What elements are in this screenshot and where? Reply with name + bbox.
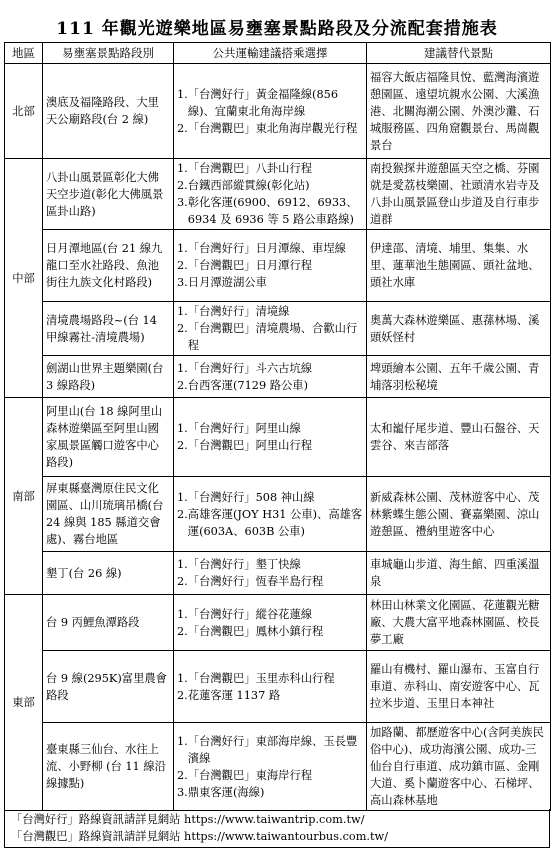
spots-cell: 奧萬大森林遊樂區、惠蓀林場、溪頭妖怪村	[367, 302, 551, 356]
transit-option	[177, 86, 363, 120]
transit-option-number: 2.	[177, 322, 188, 335]
table-row	[5, 595, 551, 651]
route-cell: 屏東縣臺灣原住民文化園區、山川琉璃吊橋(台 24 線與 185 縣道交會處)、霧台地區	[43, 477, 174, 552]
transit-option	[177, 194, 363, 228]
footer-taiwantourbus-link[interactable]: 「台灣觀巴」路線資訊請詳見網站 https://www.taiwantourbus.com.tw/	[11, 830, 389, 843]
transit-cell	[174, 398, 367, 477]
transit-option-text: 「台灣好行」縱谷花蓮線	[187, 607, 313, 621]
transit-cell	[174, 651, 367, 723]
transit-option-text: 「台灣好行」墾丁快線	[187, 558, 301, 571]
table-row	[5, 64, 551, 159]
transit-option-text: 「台灣好行」阿里山線	[187, 422, 301, 435]
route-cell: 澳底及福隆路段、大里天公廟路段(台 2 線)	[43, 64, 174, 159]
transit-option-text: 「台灣觀巴」鳳林小鎮行程	[187, 624, 324, 638]
transit-option-text: 「台灣觀巴」東北角海岸觀光行程	[187, 121, 358, 135]
transit-option	[177, 784, 363, 801]
spots-cell: 新威森林公園、茂林遊客中心、茂林紫蝶生態公園、賽嘉樂園、涼山遊憩區、禮納里遊客中心	[367, 477, 551, 552]
footer-notes	[4, 809, 550, 848]
transit-option-number: 1.	[177, 242, 188, 255]
transit-option-text: 「台灣觀巴」清境農場、合歡山行程	[187, 322, 358, 352]
transit-option-text: 日月潭遊湖公車	[187, 276, 267, 289]
spots-cell: 埤頭繪本公園、五年千歲公園、青埔落羽松秘境	[367, 356, 551, 398]
transit-cell	[174, 230, 367, 302]
transit-option	[177, 623, 363, 640]
transit-cell	[174, 159, 367, 230]
transit-option-number: 2.	[177, 688, 188, 702]
transit-option-number: 2.	[177, 768, 188, 782]
transit-option-number: 2.	[177, 378, 188, 392]
transit-option-text: 「台灣觀巴」阿里山行程	[187, 439, 313, 452]
table-row	[5, 723, 551, 811]
transit-option-number: 1.	[177, 671, 188, 685]
table-row	[5, 477, 551, 552]
transit-option-text: 「台灣好行」黃金福隆線(856 線)、宜蘭東北角海岸線	[187, 87, 339, 118]
transit-option	[177, 556, 363, 573]
transit-option-number: 2.	[177, 259, 188, 272]
table-row	[5, 651, 551, 723]
transit-option-number: 3.	[177, 196, 188, 209]
transit-option-number: 2.	[177, 507, 188, 521]
transit-option	[177, 573, 363, 590]
region-cell-north: 北部	[5, 64, 43, 159]
transit-option	[177, 489, 363, 506]
transit-option	[177, 320, 363, 354]
region-cell-south: 南部	[5, 398, 43, 595]
transit-option-text: 「台灣好行」東部海岸線、玉長豐濱線	[187, 734, 358, 765]
transit-option-text: 花蓮客運 1137 路	[187, 688, 281, 702]
transit-option-text: 「台灣觀巴」東海岸行程	[187, 768, 313, 782]
table-row	[5, 230, 551, 302]
table-row	[5, 356, 551, 398]
transit-option-text: 彰化客運(6900、6912、6933、6934 及 6936 等 5 路公車路線)	[187, 196, 358, 226]
transit-option-text: 台鐵西部縱貫線(彰化站)	[187, 179, 310, 192]
spots-cell: 車城龜山步道、海生館、四重溪溫泉	[367, 552, 551, 595]
route-cell: 台 9 線(295K)富里農會路段	[43, 651, 174, 723]
transit-option	[177, 160, 363, 177]
transit-cell	[174, 356, 367, 398]
transit-option	[177, 767, 363, 784]
transit-cell	[174, 552, 367, 595]
transit-option	[177, 303, 363, 320]
transit-option-text: 鼎東客運(海線)	[187, 785, 265, 799]
transit-option-number: 1.	[177, 490, 188, 504]
transit-option	[177, 274, 363, 291]
route-cell: 臺東縣三仙台、水往上流、小野柳 (台 11 線沿線據點)	[43, 723, 174, 811]
route-cell: 八卦山風景區彰化大佛天空步道(彰化大佛風景區卦山路)	[43, 159, 174, 230]
transit-option	[177, 240, 363, 257]
transit-option-number: 1.	[177, 305, 188, 318]
transit-option-number: 3.	[177, 785, 188, 799]
transit-cell	[174, 723, 367, 811]
transit-option	[177, 437, 363, 454]
transit-option	[177, 257, 363, 274]
transit-option	[177, 360, 363, 377]
footer-taiwantrip-link[interactable]: 「台灣好行」路線資訊請詳見網站 https://www.taiwantrip.com.tw/	[11, 813, 365, 826]
transit-cell	[174, 302, 367, 356]
transit-option-text: 「台灣好行」恆春半島行程	[187, 575, 324, 588]
route-cell: 日月潭地區(台 21 線九龍口至水社路段、魚池街往九族文化村路段)	[43, 230, 174, 302]
transit-option-number: 2.	[177, 121, 188, 135]
table-row	[5, 552, 551, 595]
transit-option-text: 台西客運(7129 路公車)	[187, 378, 309, 392]
transit-option-text: 「台灣觀巴」日月潭行程	[187, 259, 313, 272]
table-row	[5, 398, 551, 477]
transit-option-number: 1.	[177, 422, 188, 435]
transit-option-text: 「台灣好行」508 神山線	[187, 490, 315, 504]
transit-option	[177, 120, 363, 137]
spots-cell: 太和巃仔尾步道、豐山石盤谷、天雲谷、來吉部落	[367, 398, 551, 477]
route-cell: 劍湖山世界主題樂園(台 3 線路段)	[43, 356, 174, 398]
transit-option	[177, 377, 363, 394]
spots-cell: 伊達邵、清境、埔里、集集、水里、蓮華池生態園區、頭社盆地、頭社水庫	[367, 230, 551, 302]
spots-cell: 林田山林業文化園區、花蓮觀光糖廠、大農大富平地森林園區、校長夢工廠	[367, 595, 551, 651]
transit-option	[177, 506, 363, 540]
transit-option	[177, 420, 363, 437]
table-header-row	[5, 43, 551, 64]
transit-option-text: 「台灣好行」斗六古坑線	[187, 361, 313, 375]
route-cell: 墾丁(台 26 線)	[43, 552, 174, 595]
transit-option-number: 1.	[177, 361, 188, 375]
transit-option-number: 2.	[177, 439, 188, 452]
transit-option-number: 2.	[177, 624, 188, 638]
transit-option-number: 1.	[177, 734, 188, 748]
transit-option	[177, 687, 363, 704]
spots-cell: 加路蘭、都歷遊客中心(含阿美族民俗中心)、成功海濱公園、成功-三仙台自行車道、成功鎮市區、金剛大道、奚卜蘭遊客中心、石梯坪、高山森林基地	[367, 723, 551, 811]
transit-option	[177, 606, 363, 623]
transit-option-number: 2.	[177, 179, 188, 192]
header-transit: 公共運輸建議搭乘選擇	[174, 43, 367, 64]
header-region: 地區	[5, 43, 43, 64]
transit-option-text: 「台灣好行」清境線	[187, 305, 290, 318]
transit-option-number: 1.	[177, 87, 188, 101]
header-route: 易壅塞景點路段別	[43, 43, 174, 64]
route-cell: 台 9 丙鯉魚潭路段	[43, 595, 174, 651]
route-cell: 清境農場路段~(台 14 甲線霧社-清境農場)	[43, 302, 174, 356]
spots-cell: 羅山有機村、羅山瀑布、玉富自行車道、赤科山、南安遊客中心、瓦拉米步道、玉里日本神社	[367, 651, 551, 723]
region-cell-central: 中部	[5, 159, 43, 398]
region-cell-east: 東部	[5, 595, 43, 811]
route-cell: 阿里山(台 18 線阿里山森林遊樂區至阿里山國家風景區觸口遊客中心路段)	[43, 398, 174, 477]
transit-option-number: 3.	[177, 276, 188, 289]
transit-option-text: 「台灣好行」日月潭線、車埕線	[187, 242, 346, 255]
transit-option-number: 1.	[177, 162, 188, 175]
table-row	[5, 159, 551, 230]
page-title: 111 年觀光遊樂地區易壅塞景點路段及分流配套措施表	[56, 19, 498, 39]
transit-option-text: 「台灣觀巴」八卦山行程	[187, 162, 313, 175]
transit-option	[177, 670, 363, 687]
spots-cell: 福容大飯店福隆貝悅、藍灣海濱遊憩園區、遠望坑親水公園、大溪漁港、北關海潮公園、外澳沙灘、石城服務區、四角窟觀景台、馬崗觀景台	[367, 64, 551, 159]
transit-cell	[174, 477, 367, 552]
transit-cell	[174, 64, 367, 159]
transit-option-text: 「台灣觀巴」玉里赤科山行程	[187, 671, 335, 685]
transit-option	[177, 733, 363, 767]
spots-cell: 南投猴探井遊憩區天空之橋、芬園就是愛荔枝樂園、社頭清水岩寺及八卦山風景區登山步道及自行車步道群	[367, 159, 551, 230]
transit-cell	[174, 595, 367, 651]
transit-option-number: 2.	[177, 575, 188, 588]
congestion-table	[4, 42, 551, 811]
transit-option-number: 1.	[177, 607, 188, 621]
transit-option-text: 高雄客運(JOY H31 公車)、高雄客運(603A、603B 公車)	[187, 507, 363, 538]
table-row	[5, 302, 551, 356]
transit-option	[177, 177, 363, 194]
header-spots: 建議替代景點	[367, 43, 551, 64]
transit-option-number: 1.	[177, 558, 188, 571]
